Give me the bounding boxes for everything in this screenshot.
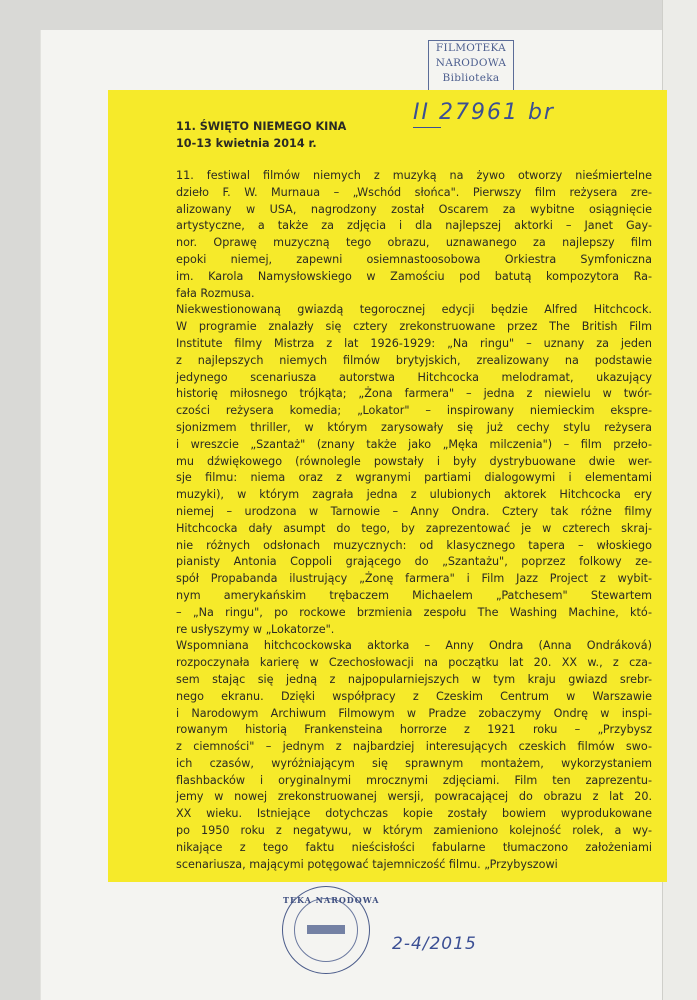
body-line: Hitchcocka dały asumpt do tego, by zaprezentować je w czterech skraj-: [176, 521, 652, 535]
body-line: Niekwestionowaną gwiazdą tegorocznej edycji będzie Alfred Hitchcock.: [176, 303, 652, 317]
body-line: nie różnych odsłonach muzycznych: od klasycznego tapera – włoskiego: [176, 538, 652, 552]
body-line: artystyczne, a także za zdjęcia i dla najlepszej aktorki – Janet Gay-: [176, 219, 652, 233]
body-line: sjonizmem thriller, w którym zarysowały się już cechy stylu reżysera: [176, 420, 652, 434]
stamp-line-2: NARODOWA: [435, 57, 507, 69]
body-line: z ciemności" – jednym z najbardziej interesujących czeskich filmów swo-: [176, 740, 652, 754]
seal-text: TEKA NARODOWA: [283, 895, 380, 905]
handwritten-date: 2-4/2015: [392, 934, 477, 954]
seal-code-mark: [307, 925, 345, 934]
body-line: i wreszcie „Szantaż" (znany także jako „Męka milczenia") – film przeło-: [176, 437, 652, 451]
stamp-line-3: Biblioteka: [442, 72, 500, 84]
body-line: im. Karola Namysłowskiego w Zamościu pod batutą kompozytora Ra-: [176, 269, 652, 283]
body-line: z najlepszych niemych filmów brytyjskich, zrealizowany na podstawie: [176, 353, 652, 367]
body-line: czości reżysera komedia; „Lokator" – inspirowany niemieckim ekspre-: [176, 404, 652, 418]
body-line: nikające z tego faktu nieścisłości fabularne tłumaczono założeniami: [176, 840, 652, 854]
body-line: spół Propabanda ilustrujący „Żonę farmera" i Film Jazz Project z wybit-: [176, 572, 652, 586]
body-line: fała Rozmusa.: [176, 286, 255, 300]
body-line: po 1950 roku z negatywu, w którym zamieniono kolejność rolek, a wy-: [176, 824, 652, 838]
body-line: nym amerykańskim trębaczem Michaelem „Patchesem" Stewartem: [176, 588, 652, 602]
body-line: pianisty Antonia Coppoli grającego do „Szantażu", poprzez folkowy ze-: [176, 555, 652, 569]
body-line: sem stając się jedną z najpopularniejszych w tym kraju gwiazd srebr-: [176, 672, 652, 686]
library-stamp: [428, 40, 514, 92]
article-body: [176, 168, 652, 873]
body-line: scenariusza, mającymi potęgować tajemniczość filmu. „Przybyszowi: [176, 857, 558, 871]
body-line: alizowany w USA, nagrodzony został Oscarem za wybitne osiągnięcie: [176, 202, 652, 216]
body-line: 11. festiwal filmów niemych z muzyką na żywo otworzy nieśmiertelne: [176, 169, 652, 182]
event-title: 11. ŚWIĘTO NIEMEGO KINA: [176, 120, 347, 133]
body-line: sje filmu: niema oraz z wgranymi partiami dialogowymi i elementami: [176, 471, 652, 485]
body-line: jemy w nowej zrekonstruowanej wersji, powracającej do obrazu z lat 20.: [176, 790, 652, 804]
stamp-line-1: FILMOTEKA: [435, 42, 507, 54]
event-dates: 10-13 kwietnia 2014 r.: [176, 137, 317, 150]
body-line: re usłyszymy w „Lokatorze".: [176, 622, 335, 636]
event-heading: [176, 118, 436, 152]
body-line: flashbacków i oryginalnymi mrocznymi zdjęciami. Film ten zaprezentu-: [176, 773, 652, 787]
body-line: Institute filmy Mistrza z lat 1926-1929: „Na ringu" – uznany za jeden: [176, 336, 652, 350]
body-line: nego ekranu. Dzięki współpracy z Czeskim Centrum w Warszawie: [176, 689, 652, 703]
body-line: nor. Oprawę muzyczną tego obrazu, uznawanego za najlepszy film: [176, 236, 652, 250]
body-line: muzyki), w którym zagrała jedna z ulubionych aktorek Hitchcocka ery: [176, 488, 652, 502]
body-line: mu dźwiękowego (równolegle powstały i były dystrybuowane dwie wer-: [176, 454, 652, 468]
body-line: epoki niemej, zapewni osiemnastoosobowa Orkiestra Symfoniczna: [176, 252, 652, 266]
body-line: W programie znalazły się cztery zrekonstruowane przez The British Film: [176, 320, 652, 334]
body-line: historię miłosnego trójkąta; „Żona farmera" – jedna z niewielu w twór-: [176, 387, 652, 401]
handwritten-catalog-number: [413, 100, 593, 126]
body-line: XX wieku. Istniejące dotychczas kopie zostały bowiem wyprodukowane: [176, 807, 652, 821]
body-line: niemej – urodzona w Tarnowie – Anny Ondra. Cztery tak różne filmy: [176, 504, 652, 518]
body-line: i Narodowym Archiwum Filmowym w Pradze zobaczymy Ondrę w inspi-: [176, 706, 652, 720]
body-line: ich czasów, wyróżniającym się sprawnym montażem, wykorzystaniem: [176, 756, 652, 770]
paper-edge: [662, 0, 697, 1000]
body-line: jedynego scenariusza autorstwa Hitchcocka melodramat, ukazujący: [176, 370, 652, 384]
body-line: – „Na ringu", po rockowe brzmienia zespołu The Washing Machine, któ-: [176, 605, 652, 619]
library-round-seal: [282, 886, 380, 974]
body-line: rowanym historią Frankensteina horrorze z 1921 roku – „Przybysz: [176, 723, 652, 737]
body-line: rozpoczynała karierę w Czechosłowacji na początku lat 20. XX w., z cza-: [176, 656, 652, 670]
catalog-number-text: II 27961 br: [413, 100, 555, 125]
body-line: Wspomniana hitchcockowska aktorka – Anny Ondra (Anna Ondráková): [176, 639, 652, 653]
body-line: dzieło F. W. Murnaua – „Wschód słońca". Pierwszy film reżysera zre-: [176, 185, 652, 199]
